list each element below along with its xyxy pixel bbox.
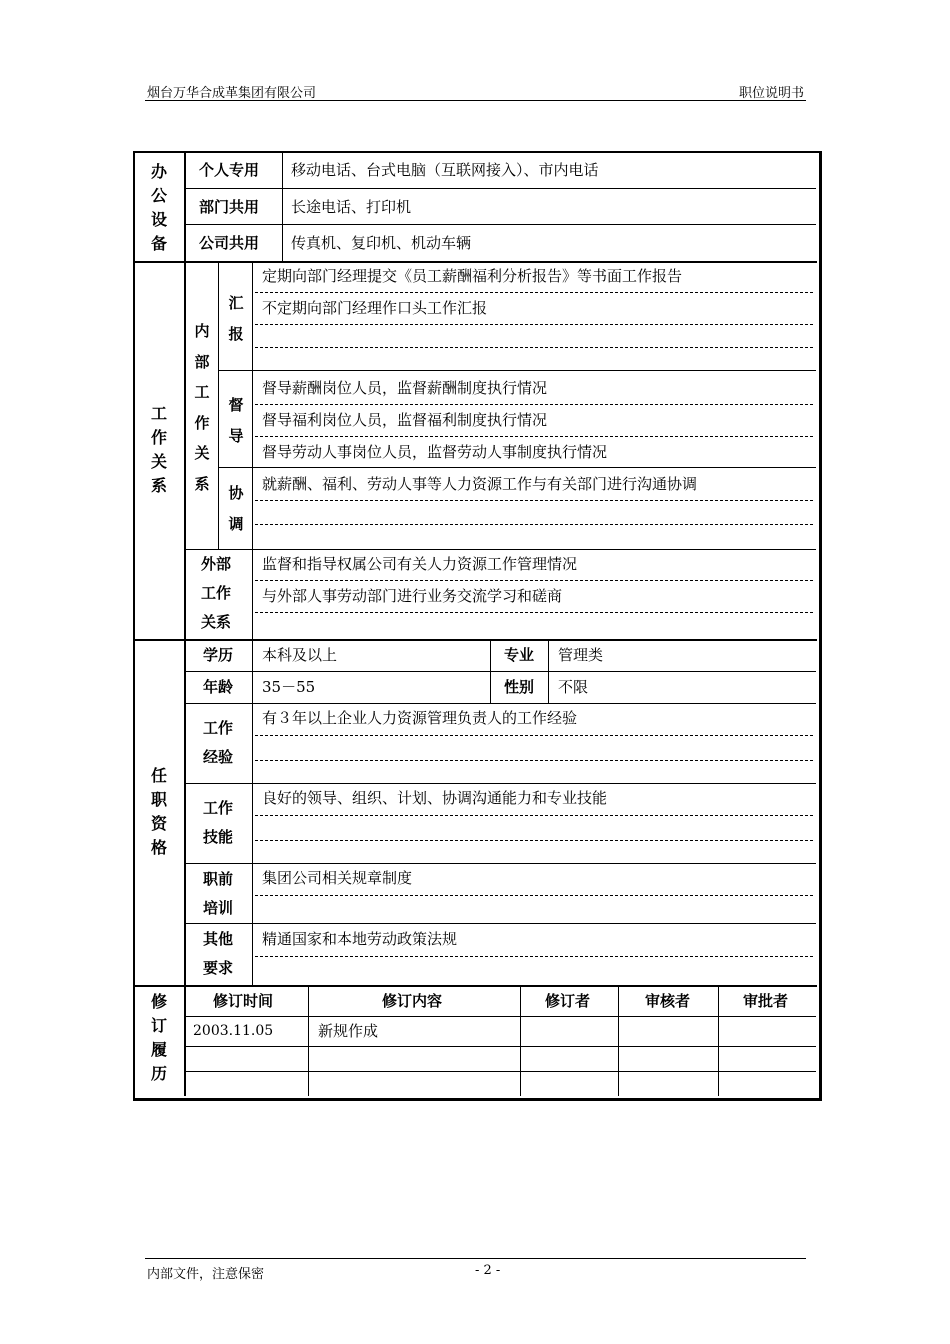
skill-value: 良好的领导、组织、计划、协调沟通能力和专业技能 xyxy=(262,789,608,807)
rev-row-sep xyxy=(185,1071,816,1072)
page-footer xyxy=(145,1258,806,1282)
office-personal-label: 个人专用 xyxy=(199,161,260,179)
qual-row-sep xyxy=(185,703,816,704)
other-value: 精通国家和本地劳动政策法规 xyxy=(262,930,458,948)
internal-divider xyxy=(218,262,219,549)
rev-row-sep xyxy=(185,1016,816,1017)
gender-label: 性别 xyxy=(504,678,535,696)
rev-header-reviser: 修订者 xyxy=(545,992,591,1010)
qual-label-divider xyxy=(252,640,253,985)
exp-label-1: 工作 xyxy=(203,719,234,737)
coordinate-line: 就薪酬、福利、劳动人事等人力资源工作与有关部门进行沟通协调 xyxy=(262,475,698,493)
rev-col-sep xyxy=(718,986,719,1096)
report-label: 汇报 xyxy=(228,294,244,343)
external-label-2: 工作 xyxy=(201,584,232,602)
report-supervise-sep xyxy=(219,370,816,371)
edu-value: 本科及以上 xyxy=(262,646,338,664)
section-relations-label: 工作关系 xyxy=(150,404,167,495)
rev-content: 新规作成 xyxy=(318,1022,379,1040)
office-row-sep xyxy=(185,224,816,225)
major-label: 专业 xyxy=(504,646,535,664)
section-qualification-label: 任职资格 xyxy=(150,766,167,857)
internal-external-sep xyxy=(185,549,816,550)
dashed-line xyxy=(255,347,813,348)
rev-header-time: 修订时间 xyxy=(213,992,274,1010)
other-label-2: 要求 xyxy=(203,959,234,977)
office-dept-label: 部门共用 xyxy=(199,198,260,216)
report-line: 不定期向部门经理作口头工作汇报 xyxy=(262,299,488,317)
other-label-1: 其他 xyxy=(203,930,234,948)
train-label-1: 职前 xyxy=(203,870,234,888)
page-header xyxy=(145,80,806,101)
page-number: - 2 - xyxy=(475,1263,501,1278)
edu-label: 学历 xyxy=(203,646,234,664)
office-row-sep xyxy=(185,188,816,189)
exp-value: 有３年以上企业人力资源管理负责人的工作经验 xyxy=(262,709,578,727)
skill-label-2: 技能 xyxy=(203,828,234,846)
age-value: 35－55 xyxy=(262,678,316,696)
dashed-line xyxy=(255,580,813,581)
section-office-label: 办公设备 xyxy=(150,162,167,253)
office-dept-value: 长途电话、打印机 xyxy=(291,198,412,216)
rev-col-sep xyxy=(308,986,309,1096)
internal-relations-label: 内部工作关系 xyxy=(194,322,210,493)
supervise-coord-sep xyxy=(219,467,816,468)
section-revision-label: 修订履历 xyxy=(150,992,167,1083)
supervise-line: 督导薪酬岗位人员，监督薪酬制度执行情况 xyxy=(262,379,548,397)
rev-row-sep xyxy=(185,1046,816,1047)
office-company-value: 传真机、复印机、机动车辆 xyxy=(291,234,472,252)
dashed-line xyxy=(255,760,813,761)
external-line: 与外部人事劳动部门进行业务交流学习和磋商 xyxy=(262,587,563,605)
section-sep-2 xyxy=(133,639,817,641)
dashed-line xyxy=(255,436,813,437)
coordinate-label: 协调 xyxy=(228,484,244,533)
section-sep-1 xyxy=(133,261,817,263)
office-col-divider xyxy=(282,152,283,261)
train-label-2: 培训 xyxy=(203,899,234,917)
relations-content-divider xyxy=(252,262,253,639)
left-divider xyxy=(184,152,186,1096)
office-company-label: 公司共用 xyxy=(199,234,260,252)
supervise-label: 督导 xyxy=(228,396,244,445)
skill-label-1: 工作 xyxy=(203,799,234,817)
dashed-line xyxy=(255,895,813,896)
rev-col-sep xyxy=(618,986,619,1096)
gender-value: 不限 xyxy=(558,678,589,696)
report-line: 定期向部门经理提交《员工薪酬福利分析报告》等书面工作报告 xyxy=(262,267,683,285)
office-personal-value: 移动电话、台式电脑（互联网接入）、市内电话 xyxy=(291,161,599,179)
company-name: 烟台万华合成革集团有限公司 xyxy=(147,86,317,101)
dashed-line xyxy=(255,735,813,736)
dashed-line xyxy=(255,524,813,525)
supervise-line: 督导劳动人事岗位人员，监督劳动人事制度执行情况 xyxy=(262,443,608,461)
section-sep-3 xyxy=(133,985,817,987)
qual-row-sep xyxy=(185,863,816,864)
qual-row-sep xyxy=(185,671,816,672)
rev-header-reviewer: 审核者 xyxy=(645,992,691,1010)
train-value: 集团公司相关规章制度 xyxy=(262,869,413,887)
supervise-line: 督导福利岗位人员，监督福利制度执行情况 xyxy=(262,411,548,429)
dashed-line xyxy=(255,815,813,816)
dashed-line xyxy=(255,612,813,613)
rev-date: 2003.11.05 xyxy=(193,1023,274,1039)
exp-label-2: 经验 xyxy=(203,748,234,766)
external-line: 监督和指导权属公司有关人力资源工作管理情况 xyxy=(262,555,578,573)
document-type: 职位说明书 xyxy=(738,86,804,101)
rev-header-content: 修订内容 xyxy=(382,992,443,1010)
dashed-line xyxy=(255,956,813,957)
age-label: 年龄 xyxy=(203,678,234,696)
rev-col-sep xyxy=(520,986,521,1096)
dashed-line xyxy=(255,404,813,405)
external-label-1: 外部 xyxy=(201,555,232,573)
confidential-notice: 内部文件，注意保密 xyxy=(147,1267,265,1282)
qual-row-sep xyxy=(185,923,816,924)
dashed-line xyxy=(255,840,813,841)
external-label-3: 关系 xyxy=(201,613,232,631)
dashed-line xyxy=(255,292,813,293)
dashed-line xyxy=(255,500,813,501)
rev-header-approver: 审批者 xyxy=(743,992,789,1010)
qual-row-sep xyxy=(185,783,816,784)
dashed-line xyxy=(255,324,813,325)
major-value: 管理类 xyxy=(558,646,604,664)
